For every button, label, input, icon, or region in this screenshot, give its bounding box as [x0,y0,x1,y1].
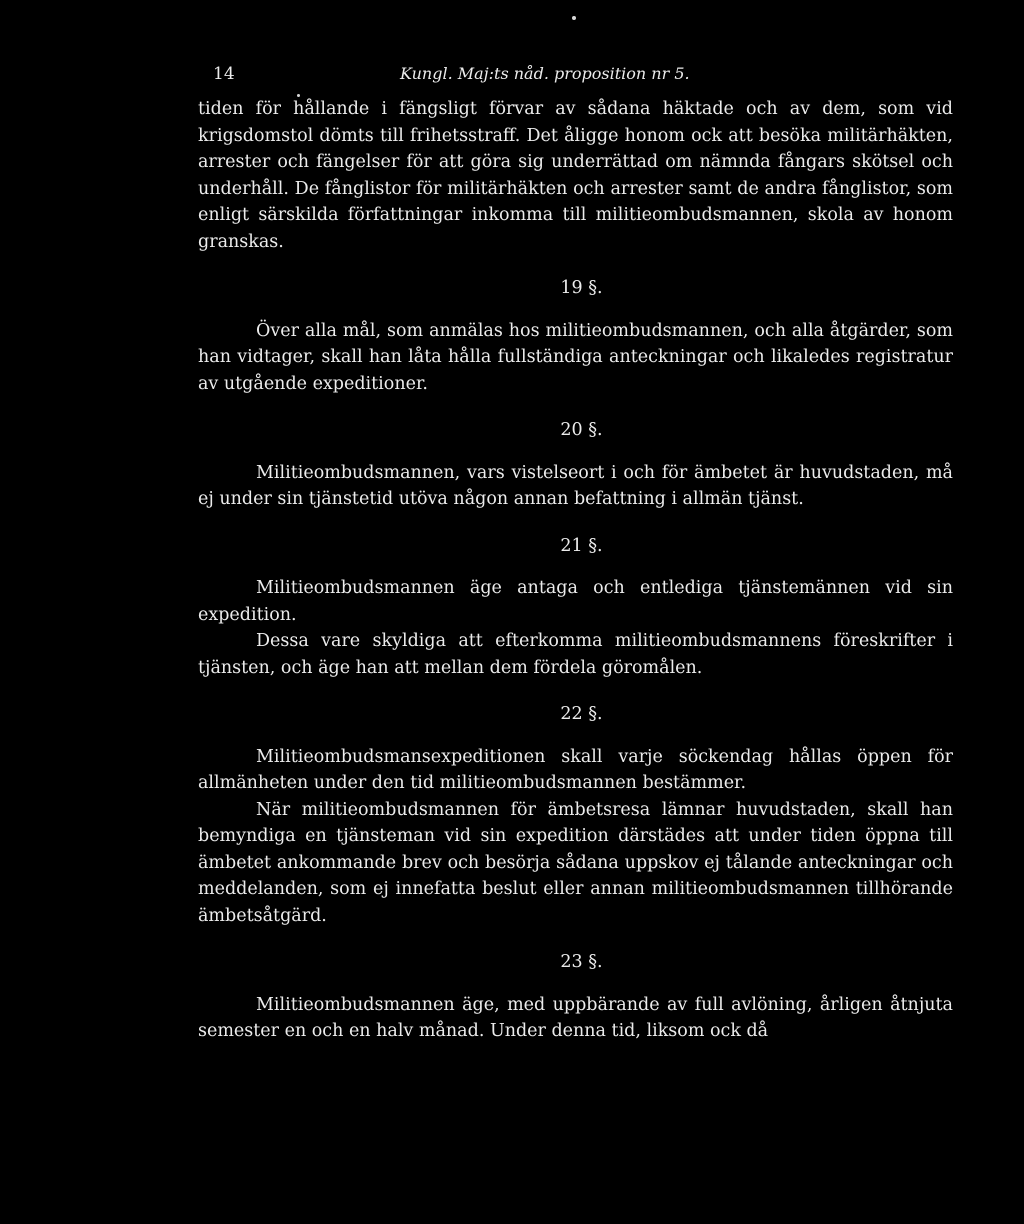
section-22-paragraph-2: När militieombudsmannen för ämbetsresa lämnar huvudstaden, skall han bemyndiga en tjänsteman vid sin expedition därstädes att under tiden öppna till ämbetet ankommande brev och besörja sådana uppskov ej tålande anteckningar och meddelanden, som ej innefatta beslut eller annan militieombudsmannen tillhörande ämbetsåtgärd. [198,799,953,926]
page-number: 14 [213,64,235,84]
running-title: Kungl. Maj:ts nåd. proposition nr 5. [400,64,690,83]
section-19-paragraph: Över alla mål, som anmälas hos militieombudsmannen, och alla åtgärder, som han vidtager, skall han låta hålla fullständiga anteckningar och likaledes registratur av utgående expeditioner. [198,320,953,394]
section-22-paragraph-1: Militieombudsmansexpeditionen skall varje söckendag hållas öppen för allmänheten under den tid militieombudsmannen bestämmer. [198,746,953,793]
section-heading-21: 21 §. [560,535,603,556]
section-heading-22: 22 §. [560,704,603,724]
paragraph-intro: tiden för hållande i fängsligt förvar av sådana häktade och av dem, som vid krigsdomstol dömts till frihetsstraff. Det åligge honom ock att besöka militärhäkten, arrester och fängelser för att göra sig underrättad om nämnda fångars skötsel och underhåll. De fånglistor för militärhäkten och arrester samt de andra fånglistor, som enligt särskilda författningar inkomma till militieombudsmannen, skola av honom granskas. [198,99,953,252]
section-20-paragraph: Militieombudsmannen, vars vistelseort i och för ämbetet är huvudstaden, må ej under sin tjänstetid utöva någon annan befattning i allmän tjänst. [198,462,953,509]
body-text [198,96,953,1045]
section-23-paragraph: Militieombudsmannen äge, med uppbärande av full avlöning, årligen åtnjuta semester en och en halv månad. Under denna tid, liksom ock då [198,994,953,1041]
scan-speck [572,16,576,20]
page-header [0,64,1024,90]
section-21-paragraph-2: Dessa vare skyldiga att efterkomma militieombudsmannens föreskrifter i tjänsten, och äge han att mellan dem fördela göromålen. [198,631,953,678]
section-heading-23: 23 §. [560,952,603,972]
section-21-paragraph-1: Militieombudsmannen äge antaga och entlediga tjänstemännen vid sin expedition. [198,578,953,625]
section-heading-20: 20 §. [560,420,603,440]
section-heading-19: 19 §. [560,278,603,298]
